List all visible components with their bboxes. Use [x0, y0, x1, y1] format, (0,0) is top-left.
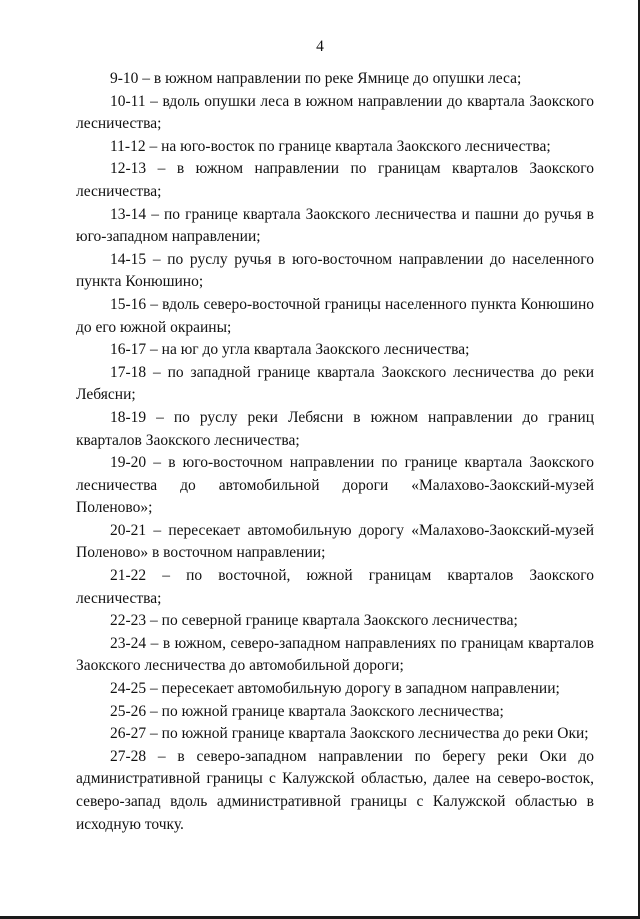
route-segment-24-25: 24-25 – пересекает автомобильную дорогу в западном направлении; — [110, 680, 560, 698]
route-segment-9-10: 9-10 – в южном направлении по реке Ямнице до опушки леса; — [110, 70, 522, 87]
route-segment-14-15: 14-15 – по руслу ручья в юго-восточном направлении до населенного пункта Конюшино; — [76, 250, 594, 291]
route-segment-18-19: 18-19 – по руслу реки Лебясни в южном направлении до границ кварталов Заокского лесничества; — [76, 408, 594, 449]
route-segment-26-27: 26-27 – по южной границе квартала Заокского лесничества до реки Оки; — [110, 725, 589, 743]
route-segment-16-17: 16-17 – на юг до угла квартала Заокского лесничества; — [110, 341, 470, 359]
document-body — [76, 68, 594, 836]
route-segment-19-20: 19-20 – в юго-восточном направлении по границе квартала Заокского лесничества до автомобильной дороги «Малахово-Заокский-музей Поленово»; — [76, 454, 594, 517]
route-segment-11-12: 11-12 – на юго-восток по границе квартала Заокского лесничества; — [110, 137, 551, 155]
route-segment-15-16: 15-16 – вдоль северо-восточной границы населенного пункта Конюшино до его южной окраины; — [76, 295, 594, 336]
route-segment-25-26: 25-26 – по южной границе квартала Заокского лесничества; — [110, 702, 504, 720]
route-segment-23-24: 23-24 – в южном, северо-западном направлениях по границам кварталов Заокского лесничества до автомобильной дороги; — [76, 634, 594, 675]
page-number: 4 — [316, 38, 324, 55]
route-segment-20-21: 20-21 – пересекает автомобильную дорогу «Малахово-Заокский-музей Поленово» в восточном направлении; — [76, 521, 594, 562]
route-segment-21-22: 21-22 – по восточной, южной границам кварталов Заокского лесничества; — [76, 567, 594, 607]
route-segment-22-23: 22-23 – по северной границе квартала Заокского лесничества; — [110, 612, 518, 630]
route-segment-13-14: 13-14 – по границе квартала Заокского лесничества и пашни до ручья в юго-западном направлении; — [76, 205, 594, 246]
route-segment-12-13: 12-13 – в южном направлении по границам кварталов Заокского лесничества; — [76, 160, 594, 200]
route-segment-10-11: 10-11 – вдоль опушки леса в южном направлении до квартала Заокского лесничества; — [76, 92, 594, 133]
route-segment-27-28: 27-28 – в северо-западном направлении по берегу реки Оки до административной границы с Калужской областью, далее на северо-восток, северо-запад вдоль административной границы с Калужской областью в исходную точку. — [76, 747, 594, 833]
route-segment-17-18: 17-18 – по западной границе квартала Заокского лесничества до реки Лебясни; — [76, 363, 594, 404]
